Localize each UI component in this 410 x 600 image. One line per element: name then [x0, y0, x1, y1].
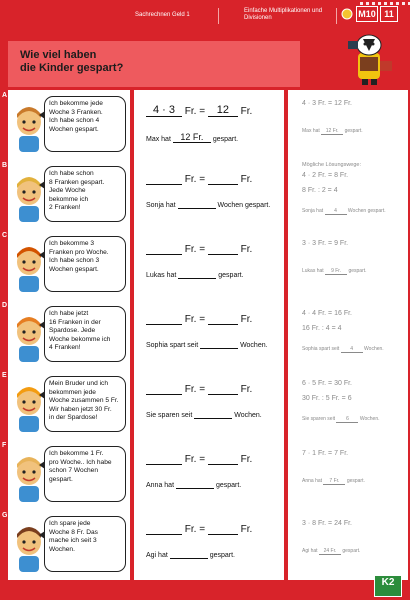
factor-blank[interactable]	[146, 254, 182, 255]
answer-blank[interactable]	[178, 208, 216, 209]
solution-equation: 4 · 4 Fr. = 16 Fr.	[302, 310, 352, 317]
row-letter: F	[2, 442, 7, 449]
factor-blank[interactable]	[146, 394, 182, 395]
speech-bubble: Ich bekomme jede Woche 3 Franken. Ich habe schon 4 Wochen gespart.	[44, 96, 126, 152]
solution-sentence: Sie sparen seit 6 Wochen.	[302, 416, 380, 422]
speech-cell	[8, 300, 130, 370]
speech-cell	[8, 510, 130, 580]
equation-line: Fr. = Fr.	[146, 384, 252, 395]
answer-blank[interactable]	[194, 418, 232, 419]
title-panel	[8, 41, 300, 87]
solution-equation: 3 · 8 Fr. = 24 Fr.	[302, 520, 352, 527]
answer-cell	[134, 160, 284, 230]
solution-sentence: Sophia spart seit 4 Wochen.	[302, 346, 384, 352]
answer-sentence: Sie sparen seit Wochen.	[146, 412, 262, 419]
top-bar	[0, 0, 410, 30]
speech-cell	[8, 440, 130, 510]
page-number: 11	[380, 6, 398, 22]
answer-sentence: Agi hat gespart.	[146, 552, 235, 559]
speech-cell	[8, 370, 130, 440]
row-letter: G	[2, 512, 8, 519]
speech-bubble: Ich habe schon 8 Franken gespart. Jede Woche bekomme ich 2 Franken!	[44, 166, 126, 222]
answer-cell	[134, 230, 284, 300]
row-letter: B	[2, 162, 8, 169]
equation-line: Fr. = Fr.	[146, 244, 252, 255]
factor-blank[interactable]	[146, 184, 182, 185]
speech-bubble: Mein Bruder und ich bekommen jede Woche zusammen 5 Fr. Wir haben jetzt 30 Fr. in der Spardose!	[44, 376, 126, 432]
solution-cell	[288, 90, 408, 160]
result-blank[interactable]	[208, 184, 238, 185]
answer-cell	[134, 370, 284, 440]
solution-equation: 4 · 2 Fr. = 8 Fr.	[302, 172, 349, 179]
solution-cell	[288, 230, 408, 300]
factor-blank[interactable]	[146, 324, 182, 325]
badger-mascot-icon	[340, 31, 398, 87]
solution-sentence: Agi hat 24 Fr. gespart.	[302, 548, 361, 554]
result-blank[interactable]	[208, 464, 238, 465]
answer-blank[interactable]	[170, 558, 208, 559]
solution-sentence: Lukas hat 9 Fr. gespart.	[302, 268, 367, 274]
answer-cell	[134, 300, 284, 370]
code-box: M10	[356, 6, 378, 22]
equation-line: Fr. = Fr.	[146, 174, 252, 185]
result-blank[interactable]	[208, 324, 238, 325]
speech-cell	[8, 230, 130, 300]
solution-equation: 6 · 5 Fr. = 30 Fr.	[302, 380, 352, 387]
solution-equation: 3 · 3 Fr. = 9 Fr.	[302, 240, 349, 247]
answer-sentence: Sophia spart seit Wochen.	[146, 342, 268, 349]
solution-hint: Mögliche Lösungswege:	[302, 162, 362, 168]
header-topic: Einfache Multiplikationen und Divisionen	[244, 8, 323, 21]
result-blank[interactable]	[208, 534, 238, 535]
factor-blank[interactable]	[146, 534, 182, 535]
answer-blank[interactable]	[200, 348, 238, 349]
equation-line: Fr. = Fr.	[146, 314, 252, 325]
solution-equation: 4 · 3 Fr. = 12 Fr.	[302, 100, 352, 107]
equation-line: 4 · 3 Fr. = 12 Fr.	[146, 104, 252, 117]
speech-bubble: Ich bekomme 1 Fr. pro Woche.. Ich habe schon 7 Wochen gespart.	[44, 446, 126, 502]
row-letter: D	[2, 302, 8, 309]
solution-sentence: Max hat 12 Fr. gespart.	[302, 128, 363, 134]
answer-sentence: Anna hat gespart.	[146, 482, 242, 489]
speech-bubble: Ich habe jetzt 16 Franken in der Spardose. Jede Woche bekomme ich 4 Franken!	[44, 306, 126, 362]
answer-blank[interactable]	[176, 488, 214, 489]
speech-bubble: Ich spare jede Woche 8 Fr. Das mache ich seit 3 Wochen.	[44, 516, 126, 572]
solution-sentence: Sonja hat 4 Wochen gespart.	[302, 208, 386, 214]
solution-equation: 7 · 1 Fr. = 7 Fr.	[302, 450, 349, 457]
page-title: Wie viel haben die Kinder gespart?	[20, 49, 124, 74]
answer-sentence: Sonja hat Wochen gespart.	[146, 202, 271, 209]
solution-equation-2: 30 Fr. : 5 Fr. = 6	[302, 395, 352, 402]
answer-sentence: Lukas hat gespart.	[146, 272, 244, 279]
answer-blank[interactable]: 12 Fr.	[173, 132, 211, 143]
answer-sentence: Max hat 12 Fr. gespart.	[146, 132, 239, 143]
equation-line: Fr. = Fr.	[146, 524, 252, 535]
result-blank[interactable]	[208, 254, 238, 255]
equation-line: Fr. = Fr.	[146, 454, 252, 465]
row-letter: E	[2, 372, 7, 379]
solution-cell	[288, 440, 408, 510]
row-letter: C	[2, 232, 8, 239]
solution-cell	[288, 370, 408, 440]
factor-blank[interactable]	[146, 464, 182, 465]
solution-equation-2: 16 Fr. : 4 = 4	[302, 325, 342, 332]
row-letter: A	[2, 92, 8, 99]
solution-cell	[288, 300, 408, 370]
speech-cell	[8, 160, 130, 230]
corner-marks	[360, 2, 410, 5]
result-blank[interactable]: 12	[208, 104, 238, 117]
publisher-logo: K2	[374, 575, 402, 597]
solution-sentence: Anna hat 7 Fr. gespart.	[302, 478, 365, 484]
speech-bubble: Ich bekomme 3 Franken pro Woche. Ich habe schon 3 Wochen gespart.	[44, 236, 126, 292]
answer-cell	[134, 510, 284, 580]
solution-cell	[288, 160, 408, 230]
answer-blank[interactable]	[178, 278, 216, 279]
result-blank[interactable]	[208, 394, 238, 395]
solution-cell	[288, 510, 408, 580]
speech-cell	[8, 90, 130, 160]
solution-equation-2: 8 Fr. : 2 = 4	[302, 187, 338, 194]
answer-cell	[134, 440, 284, 510]
factor-blank[interactable]: 4 · 3	[146, 104, 182, 117]
answer-cell	[134, 90, 284, 160]
coin-icon	[341, 8, 353, 20]
header-subject: Sachrechnen Geld 1	[135, 12, 190, 18]
